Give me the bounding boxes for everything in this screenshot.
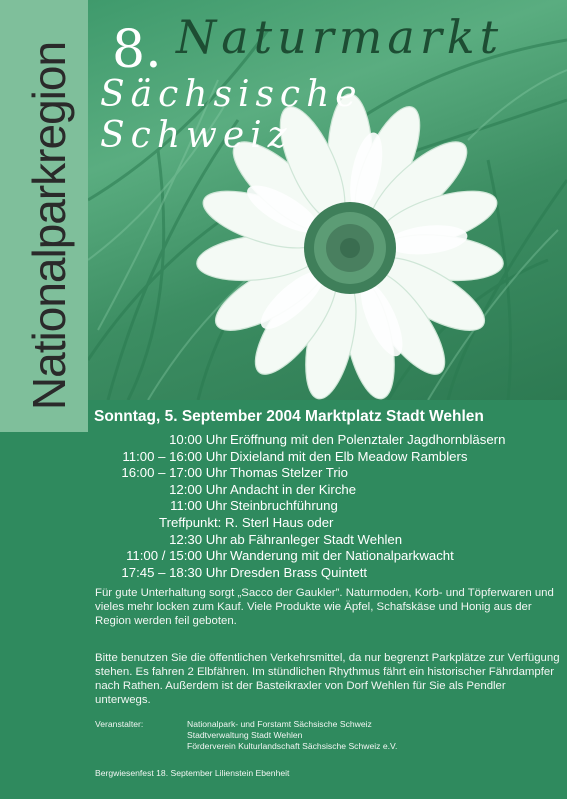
info-section <box>88 400 567 799</box>
schedule-desc: Dresden Brass Quintett <box>230 564 368 580</box>
schedule-time: 11:00 – 16:00 Uhr <box>122 448 227 464</box>
event-title: Sonntag, 5. September 2004 Marktplatz Stadt Wehlen <box>94 408 484 425</box>
schedule-desc: Wanderung mit der Nationalparkwacht <box>230 548 454 564</box>
schedule-desc: Dixieland mit den Elb Meadow Ramblers <box>230 448 468 464</box>
organizer-name: Stadtverwaltung Stadt Wehlen <box>187 730 303 740</box>
header-title-line2: Sächsische Schweiz <box>100 74 363 156</box>
schedule-desc: Andacht in der Kirche <box>230 481 357 497</box>
schedule-time: 10:00 Uhr <box>169 432 227 447</box>
edition-number: 8. <box>112 20 162 80</box>
schedule-desc: Steinbruchführung <box>230 498 338 514</box>
schedule-desc: Treffpunkt: R. Sterl Haus oder <box>159 514 334 530</box>
schedule-desc: Thomas Stelzer Trio <box>230 465 348 481</box>
side-title-text: Nationalparkregion <box>23 41 75 411</box>
schedule-time: 12:00 Uhr <box>169 481 227 497</box>
transport-paragraph: Bitte benutzen Sie die öffentlichen Verkehrsmittel, da nur begrenzt Parkplätze zur Verfügung stehen. Es fahren 2 Elbfähren. Im stündlichen Rhythmus fährt ein historischer Fährdampfer nach Rathen. Außerdem ist der Basteikraxler von Dorf Wehlen für Sie als Pendler unterwegs. <box>95 652 560 706</box>
description-paragraph: Für gute Unterhaltung sorgt „Sacco der Gaukler”. Naturmoden, Korb- und Töpferwaren und vieles mehr locken zum Kauf. Viele Produkte wie Äpfel, Schafskäse und Honig aus der Region werden feil geboten. <box>95 587 554 627</box>
schedule-time: 11:00 / 15:00 Uhr <box>126 548 227 564</box>
schedule-desc: ab Fähranleger Stadt Wehlen <box>230 531 403 547</box>
side-title <box>19 30 79 422</box>
schedule-desc: Eröffnung mit den Polenztaler Jagdhornbläsern <box>230 432 506 447</box>
organizer-name: Nationalpark- und Forstamt Sächsische Schweiz <box>187 719 372 729</box>
schedule-time: 16:00 – 17:00 Uhr <box>121 465 227 481</box>
footer-note: Bergwiesenfest 18. September Lilienstein Ebenheit <box>95 768 290 778</box>
organizer-name: Förderverein Kulturlandschaft Sächsische Schweiz e.V. <box>187 741 398 751</box>
schedule-time: 11:00 Uhr <box>170 498 227 514</box>
schedule-time: 12:30 Uhr <box>169 531 227 547</box>
organizers-label: Veranstalter: <box>95 719 144 729</box>
schedule-time: 17:45 – 18:30 Uhr <box>121 564 227 580</box>
header-title-line1: Naturmarkt <box>176 10 504 64</box>
organizers-names <box>187 719 397 752</box>
